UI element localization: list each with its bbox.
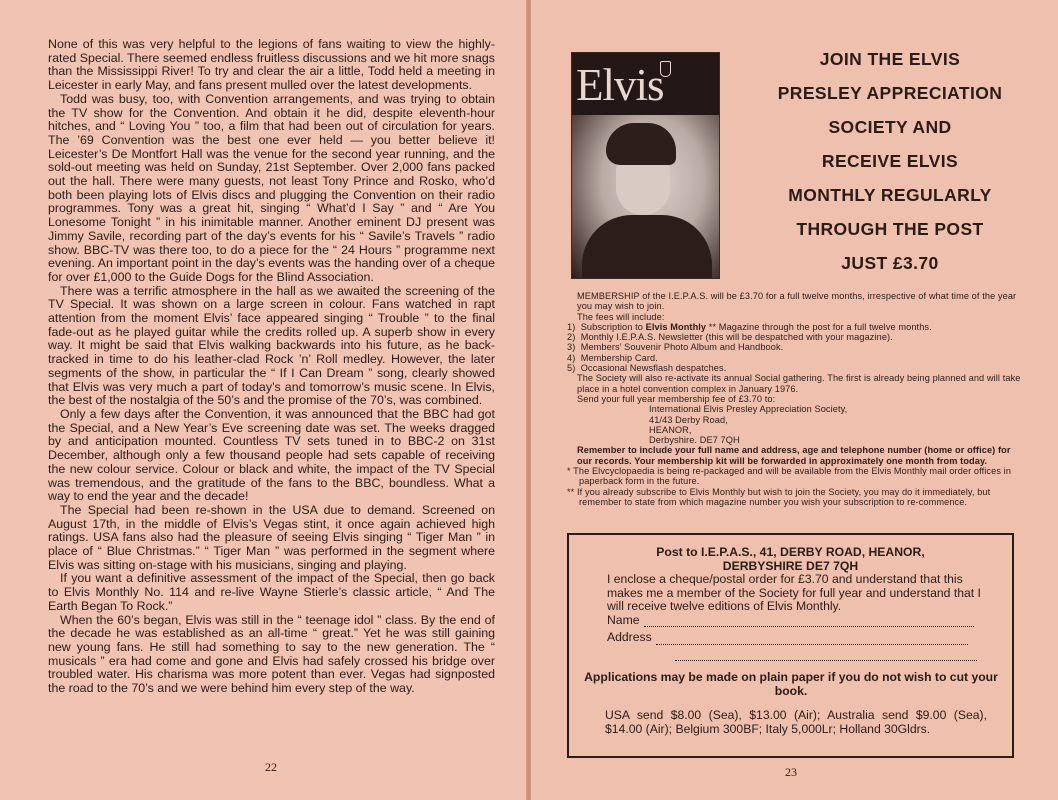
fee-item: 3) Members’ Souvenir Photo Album and Handbook. bbox=[567, 342, 784, 353]
address-line: 41/43 Derby Road, bbox=[649, 414, 728, 425]
article-paragraph: When the 60’s began, Elvis was still in the “ teenage idol ” class. By the end of the decade he was established as an all-time “ great.” Yet he was still gaining new young fans. He still had something to say to the new generation. The “ musicals ” era had come and gone and Elvis had safely crossed his bridge over troubled water. His charisma was more potent than ever. Vegas had signposted the road to the 70’s and we were behind him every step of the way. bbox=[48, 612, 495, 696]
headline-line: JUST £3.70 bbox=[841, 253, 939, 273]
article-body bbox=[48, 38, 495, 696]
social-gathering-text: The Society will also re-activate its annual Social gathering. The first is already being planned and will take place in a hotel convention complex in January 1976. bbox=[577, 373, 1021, 394]
headline-line: MONTHLY REGULARLY bbox=[788, 185, 992, 205]
headline-line: SOCIETY AND bbox=[828, 117, 952, 137]
headline-line: PRESLEY APPRECIATION bbox=[777, 83, 1003, 103]
address-row-2 bbox=[607, 651, 987, 661]
address-line: International Elvis Presley Appreciation Society, bbox=[649, 404, 848, 415]
application-form-box bbox=[567, 533, 1014, 758]
headline-line: THROUGH THE POST bbox=[796, 219, 984, 239]
cover-masthead bbox=[572, 53, 719, 115]
remember-text: Remember to include your full name and address, age and telephone number (home or office) for our records. Your membership kit will be forwarded in approximately one month from today. bbox=[577, 445, 1011, 466]
fees-heading: The fees will include: bbox=[577, 311, 665, 322]
footnote-subscribers: ** If you already subscribe to Elvis Monthly but wish to join the Society, you may do it immediately, but remember to state from which magazine number you wish your subscription to re-commence. bbox=[567, 486, 991, 507]
address-line: Derbyshire. DE7 7QH bbox=[649, 435, 740, 446]
overseas-rates: USA send $8.00 (Sea), $13.00 (Air); Australia send $9.00 (Sea), $14.00 (Air); Belgium 300BF; Italy 5,000Lr; Holland 30Gldrs. bbox=[605, 708, 987, 736]
form-body bbox=[607, 573, 987, 661]
plain-paper-notice: Applications may be made on plain paper if you do not wish to cut your book. bbox=[584, 670, 998, 698]
article-paragraph: The Special had been re-shown in the USA due to demand. Screened on August 17th, in the middle of Elvis’s Vegas stint, it once again achieved high ratings. USA fans also had the pleasure of seeing Elvis singing “ Tiger Man ” in place of “ Blue Christmas.” “ Tiger Man ” was performed in the segment where Elvis was sitting on-stage with his musicians, singing and playing. bbox=[48, 502, 495, 572]
address-field[interactable] bbox=[656, 635, 968, 645]
address-label: Address bbox=[607, 630, 652, 645]
name-row bbox=[607, 614, 987, 628]
right-page bbox=[531, 0, 1058, 800]
headline-line: JOIN THE ELVIS bbox=[819, 49, 961, 69]
fee-item: 4) Membership Card. bbox=[567, 352, 658, 363]
address-line: HEANOR, bbox=[649, 424, 692, 435]
name-label: Name bbox=[607, 612, 640, 627]
enclose-text: I enclose a cheque/postal order for £3.70 and understand that this makes me a member of the Society for full year and understand that I will receive twelve editions of Elvis Monthly. bbox=[607, 572, 981, 614]
article-paragraph: If you want a definitive assessment of the impact of the Special, then go back to Elvis Monthly No. 114 and re-live Wayne Stierle’s classic article, “ And The Earth Began To Rock.” bbox=[48, 571, 495, 613]
membership-details bbox=[567, 291, 1027, 507]
advert-headline bbox=[751, 42, 1029, 280]
portrait-photo bbox=[572, 115, 719, 278]
address-field-2[interactable] bbox=[675, 651, 977, 661]
article-paragraph: None of this was very helpful to the legions of fans waiting to view the highly-rated Special. There seemed endless fruitless discussions and we hit more snags than the Mississippi River! To try and clear the air a little, Todd held a meeting in Leicester in early May, and fans present mulled over the latest developments. bbox=[48, 37, 495, 93]
cover-title: Elvis bbox=[576, 60, 664, 110]
membership-intro: MEMBERSHIP of the I.E.P.A.S. will be £3.70 for a full twelve months, irrespective of what time of the year you may wish to join. bbox=[577, 291, 1017, 312]
fee-item: 2) Monthly I.E.P.A.S. Newsletter (this will be despatched with your magazine). bbox=[567, 332, 893, 343]
footnote-elvcyclopaedia: * The Elvcyclopaedia is being re-packaged and will be available from the Elvis Monthly mail order offices in paperback form in the future. bbox=[567, 466, 1012, 487]
send-fee-text: Send your full year membership fee of £3.70 to: bbox=[577, 393, 776, 404]
page-number-right: 23 bbox=[785, 765, 797, 779]
jacket-shape bbox=[582, 215, 712, 279]
magazine-cover-image bbox=[571, 52, 720, 279]
page-number-left: 22 bbox=[265, 760, 277, 774]
article-paragraph: There was a terrific atmosphere in the hall as we awaited the screening of the TV Special. It was shown on a large screen in colour. Fans watched in rapt attention from the moment Elvis’ face appeared singing “ Trouble ” to the final fade-out as he played guitar while the credits rolled up. A superb show in every way. It might be said that Elvis walking backwards into his future, as he back-tracked in time to do his leather-clad Rock ’n’ Roll medley. However, the later segments of the show, in particular the “ If I Can Dream ” song, clearly showed that Elvis was very much a part of today’s and tomorrow’s music scene. In Elvis, the best of the nostalgia of the 50’s and the promise of the 70’s, was combined. bbox=[48, 283, 495, 408]
post-to-address bbox=[569, 545, 1012, 573]
name-field[interactable] bbox=[644, 617, 974, 627]
article-paragraph: Only a few days after the Convention, it was announced that the BBC had got the Special, and a New Year’s Eve screening date was set. The weeks dragged by and anticipation mounted. Countless TV sets tuned in to BBC-2 on 31st December, although only a few thousand people had sets capable of receiving the new colour service. Colour or black and white, the impact of the TV Special was tremendous, and the gratitude of the fans to the BBC, boundless. What a way to end the year and the decade! bbox=[48, 406, 495, 504]
post-to-line: Post to I.E.P.A.S., 41, DERBY ROAD, HEANOR, bbox=[656, 545, 925, 559]
article-paragraph: Todd was busy, too, with Convention arrangements, and was trying to obtain the TV show for the Convention. And obtain it he did, despite eleventh-hour hitches, and “ Loving You ” too, a film that had been out of circulation for years. The ’69 Convention was the best one ever held — you better believe it! Leicester’s De Montfort Hall was the venue for the second year running, and the sold-out meeting was held on Sunday, 21st September. Over 2,000 fans packed out the hall. There were many guests, not least Tony Prince and Rosko, who’d both been playing lots of Elvis discs and plugging the Convention on their radio programmes. Tony was a great hit, singing “ What’d I Say ” and “ Are You Lonesome Tonight ” in his inimitable manner. Another eminent DJ present was Jimmy Savile, recording part of the day’s events for his “ Savile’s Travels ” radio show. BBC-TV was there too, to do a piece for the “ 24 Hours ” programme next evening. An important point in the day’s events was the handing over of a cheque for over £1,000 to the Guide Dogs for the Blind Association. bbox=[48, 91, 495, 284]
headline-line: RECEIVE ELVIS bbox=[821, 151, 959, 171]
left-page bbox=[0, 0, 527, 800]
crest-icon bbox=[660, 61, 671, 77]
fee-item: 1) Subscription to Elvis Monthly ** Magazine through the post for a full twelve months. bbox=[567, 321, 932, 332]
post-to-line: DERBYSHIRE DE7 7QH bbox=[722, 559, 859, 573]
hair-shape bbox=[606, 123, 676, 165]
address-row bbox=[607, 631, 987, 645]
fee-item: 5) Occasional Newsflash despatches. bbox=[567, 363, 727, 374]
